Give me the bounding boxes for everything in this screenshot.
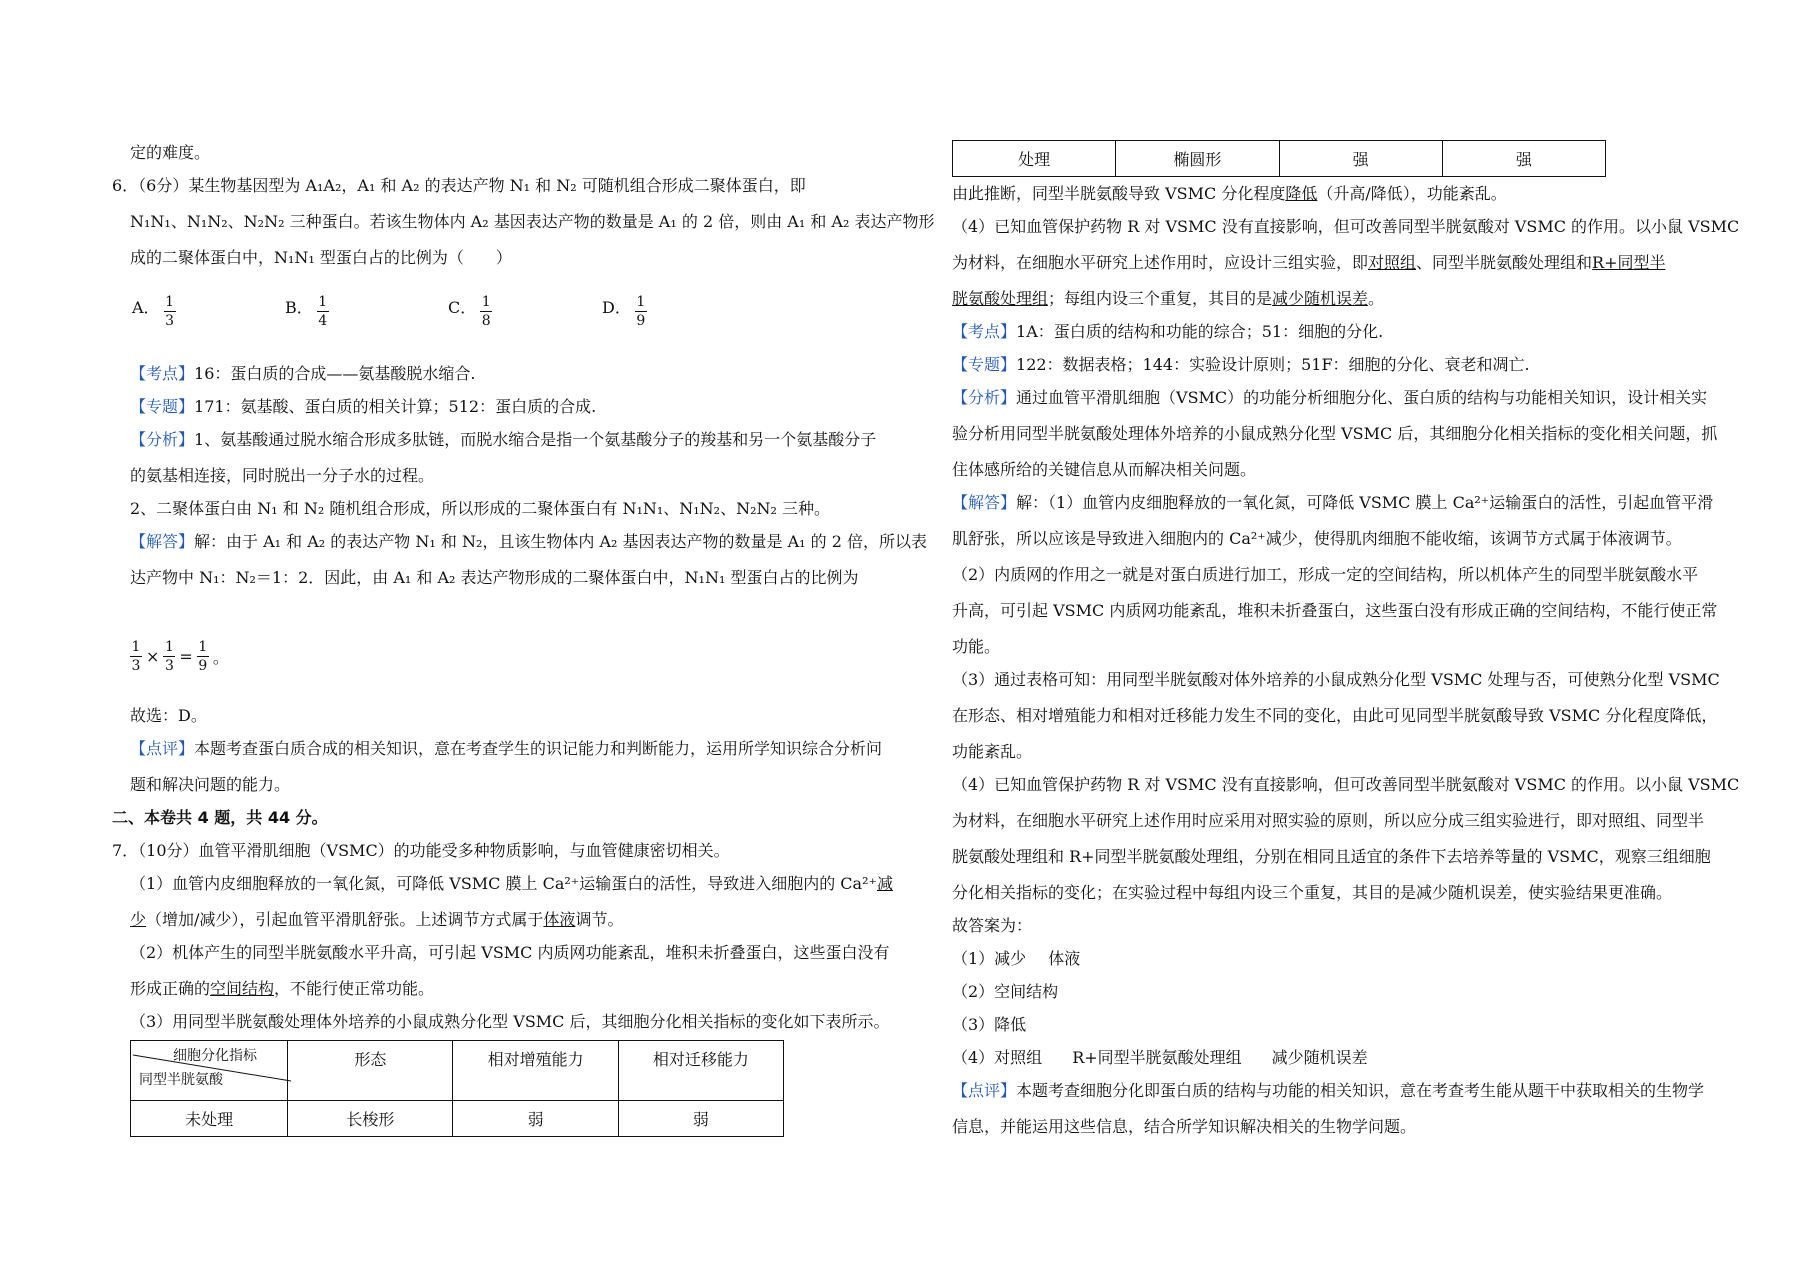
header-cell: 相对迁移能力 (618, 1041, 783, 1101)
text-line: 升高，可引起 VSMC 内质网功能紊乱，堆积未折叠蛋白，这些蛋白没有形成正确的空间结构，不能行使正常 (952, 601, 1718, 620)
question-6-line2: N₁N₁、N₁N₂、N₂N₂ 三种蛋白。若该生物体内 A₂ 基因表达产物的数量是 A₁ 的 2 倍，则由 A₁ 和 A₂ 表达产物形 (130, 212, 935, 231)
text-line: 定的难度。 (130, 143, 211, 162)
question-7-line3: 少（增加/减少），引起血管平滑肌舒张。上述调节方式属于体液调节。 (130, 910, 624, 929)
fenxi-line1: 【分析】1、氨基酸通过脱水缩合形成多肽链，而脱水缩合是指一个氨基酸分子的羧基和另一个氨基酸分子 (130, 430, 877, 449)
dianping-line1: 【点评】本题考查蛋白质合成的相关知识，意在考查学生的识记能力和判断能力，运用所学知识综合分析问 (130, 739, 883, 758)
text-line: 在形态、相对增殖能力和相对迁移能力发生不同的变化，由此可见同型半胱氨酸导致 VSMC 分化程度降低， (952, 706, 1718, 725)
table-cell: 强 (1442, 141, 1605, 177)
question-6-line1: 6．（6分）某生物基因型为 A₁A₂，A₁ 和 A₂ 的表达产物 N₁ 和 N₂ 可随机组合形成二聚体蛋白，即 (112, 176, 806, 195)
table-cell: 强 (1279, 141, 1442, 177)
jieda-line2: 达产物中 N₁：N₂＝1：2．因此，由 A₁ 和 A₂ 表达产物形成的二聚体蛋白中，N₁N₁ 型蛋白占的比例为 (130, 568, 859, 587)
question-7-line1: 7．（10分）血管平滑肌细胞（VSMC）的功能受多种物质影响，与血管健康密切相关。 (112, 841, 730, 860)
text-line: （3）通过表格可知：用同型半胱氨酸对体外培养的小鼠成熟分化型 VSMC 处理与否，可使熟分化型 VSMC (952, 670, 1720, 689)
fraction: $\frac{1}{3}$ (165, 294, 175, 329)
question-7-line6: （3）用同型半胱氨酸处理体外培养的小鼠成熟分化型 VSMC 后，其细胞分化相关指标的变化如下表所示。 (130, 1012, 890, 1031)
fenxi-line3: 住体感所给的关键信息从而解决相关问题。 (952, 460, 1257, 479)
fraction: $\frac{1}{9}$ (636, 294, 646, 329)
text-line: 分化相关指标的变化；在实验过程中每组内设三个重复，其目的是减少随机误差，使实验结果更准确。 (952, 883, 1673, 902)
answer-choice: 故选：D。 (130, 706, 207, 725)
fraction: $\frac{1}{8}$ (481, 294, 491, 329)
question-7-line5: 形成正确的空间结构，不能行使正常功能。 (130, 979, 435, 998)
answer-3: （3）降低 (952, 1015, 1027, 1034)
option-c[interactable]: C． $\frac{1}{8}$ (448, 294, 491, 329)
option-b[interactable]: B． $\frac{1}{4}$ (285, 294, 328, 329)
answer-heading: 故答案为： (952, 916, 1033, 935)
section-heading: 二、本卷共 4 题，共 44 分。 (112, 808, 328, 827)
dianping-line2: 信息，并能运用这些信息，结合所学知识解决相关的生物学问题。 (952, 1117, 1417, 1136)
dianping-line2: 题和解决问题的能力。 (130, 775, 291, 794)
fenxi-line3: 2、二聚体蛋白由 N₁ 和 N₂ 随机组合形成，所以形成的二聚体蛋白有 N₁N₁、N₁N₂、N₂N₂ 三种。 (130, 499, 831, 518)
text-line: 功能。 (952, 637, 1001, 656)
table-cell: 处理 (953, 141, 1116, 177)
header-cell: 相对增殖能力 (453, 1041, 618, 1101)
text-line: 为材料，在细胞水平研究上述作用时，应设计三组实验，即对照组、同型半胱氨酸处理组和R+同型半 (952, 253, 1666, 272)
data-table (130, 1040, 784, 1137)
answer-2: （2）空间结构 (952, 982, 1059, 1001)
fenxi-line2: 的氨基相连接，同时脱出一分子水的过程。 (130, 466, 435, 485)
text-line: 胱氨酸处理组；每组内设三个重复，其目的是减少随机误差。 (952, 289, 1385, 308)
question-6-line3: 成的二聚体蛋白中，N₁N₁ 型蛋白占的比例为（ ） (130, 248, 512, 267)
text-line: （4）已知血管保护药物 R 对 VSMC 没有直接影响，但可改善同型半胱氨酸对 VSMC 的作用。以小鼠 VSMC (952, 775, 1740, 794)
kaodian-line: 【考点】16：蛋白质的合成——氨基酸脱水缩合. (130, 364, 476, 383)
data-table-continued (952, 140, 1606, 177)
table-cell: 长梭形 (288, 1101, 453, 1137)
table-cell: 弱 (618, 1101, 783, 1137)
fenxi-line1: 【分析】通过血管平滑肌细胞（VSMC）的功能分析细胞分化、蛋白质的结构与功能相关知识，设计相关实 (952, 388, 1708, 407)
option-a[interactable]: A． $\frac{1}{3}$ (132, 294, 175, 329)
fenxi-line2: 验分析用同型半胱氨酸处理体外培养的小鼠成熟分化型 VSMC 后，其细胞分化相关指标的变化相关问题，抓 (952, 424, 1718, 443)
answer-1: （1）减少 体液 (952, 949, 1081, 968)
text-line: 功能紊乱。 (952, 742, 1033, 761)
option-d[interactable]: D． $\frac{1}{9}$ (602, 294, 646, 329)
kaodian-line: 【考点】1A：蛋白质的结构和功能的综合；51：细胞的分化. (952, 322, 1384, 341)
text-line: 为材料，在细胞水平研究上述作用时应采用对照实验的原则，所以应分成三组实验进行，即对照组、同型半 (952, 811, 1705, 830)
diagonal-header-cell: 细胞分化指标 同型半胱氨酸 (131, 1041, 288, 1101)
zhuanti-line: 【专题】171：氨基酸、蛋白质的相关计算；512：蛋白质的合成. (130, 397, 597, 416)
jieda-line1: 【解答】解：由于 A₁ 和 A₂ 的表达产物 N₁ 和 N₂，且该生物体内 A₂ 基因表达产物的数量是 A₁ 的 2 倍，所以表 (130, 532, 928, 551)
answer-4: （4）对照组 R+同型半胱氨酸处理组 减少随机误差 (952, 1048, 1368, 1067)
text-line: （4）已知血管保护药物 R 对 VSMC 没有直接影响，但可改善同型半胱氨酸对 VSMC 的作用。以小鼠 VSMC (952, 217, 1740, 236)
zhuanti-line: 【专题】122：数据表格；144：实验设计原则；51F：细胞的分化、衰老和凋亡. (952, 355, 1530, 374)
table-cell: 未处理 (131, 1101, 288, 1137)
question-7-line4: （2）机体产生的同型半胱氨酸水平升高，可引起 VSMC 内质网功能紊乱，堆积未折叠蛋白，这些蛋白没有 (130, 943, 890, 962)
text-line: （2）内质网的作用之一就是对蛋白质进行加工，形成一定的空间结构，所以机体产生的同型半胱氨酸水平 (952, 565, 1699, 584)
text-line: 由此推断，同型半胱氨酸导致 VSMC 分化程度降低（升高/降低），功能紊乱。 (952, 184, 1507, 203)
equation: $\frac{1}{3}$ × $\frac{1}{3}$ = $\frac{1}{9}$ 。 (131, 639, 229, 674)
dianping-line1: 【点评】本题考查细胞分化即蛋白质的结构与功能的相关知识，意在考查考生能从题干中获取相关的生物学 (952, 1081, 1705, 1100)
jieda-line1: 【解答】解：（1）血管内皮细胞释放的一氧化氮，可降低 VSMC 膜上 Ca²⁺运输蛋白的活性，引起血管平滑 (952, 493, 1714, 512)
header-cell: 形态 (288, 1041, 453, 1101)
table-cell: 椭圆形 (1116, 141, 1279, 177)
fraction: $\frac{1}{4}$ (318, 294, 328, 329)
text-line: 胱氨酸处理组和 R+同型半胱氨酸处理组，分别在相同且适宜的条件下去培养等量的 VSMC，观察三组细胞 (952, 847, 1711, 866)
table-cell: 弱 (453, 1101, 618, 1137)
question-7-line2: （1）血管内皮细胞释放的一氧化氮，可降低 VSMC 膜上 Ca²⁺运输蛋白的活性，导致进入细胞内的 Ca²⁺减 (130, 874, 893, 893)
jieda-line2: 肌舒张，所以应该是导致进入细胞内的 Ca²⁺减少，使得肌肉细胞不能收缩，该调节方式属于体液调节。 (952, 529, 1682, 548)
